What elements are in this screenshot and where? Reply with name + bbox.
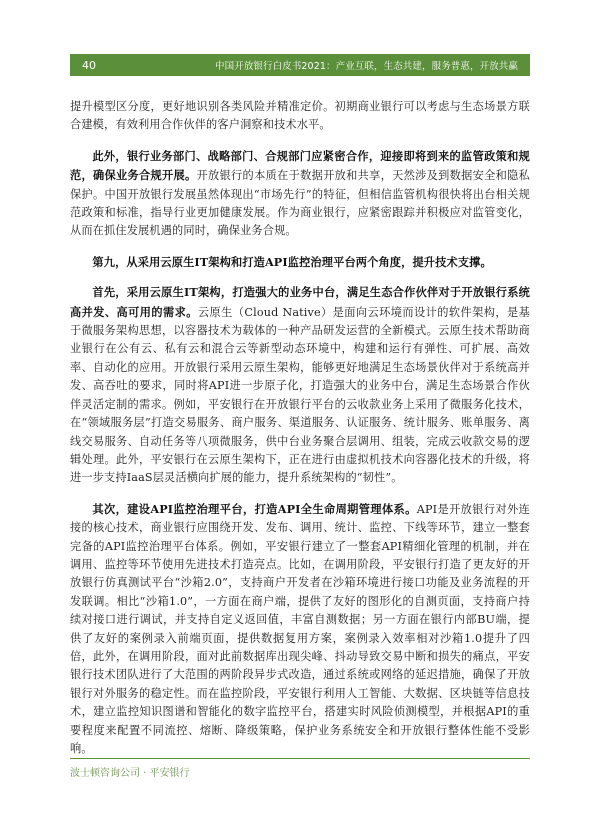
- page-number: 40: [82, 58, 96, 72]
- paragraph-4: [70, 500, 530, 759]
- page-header-bar: [70, 54, 530, 76]
- footer-credits: 波士顿咨询公司 · 平安银行: [70, 768, 190, 779]
- document-body: [70, 98, 530, 770]
- paragraph-1: 提升模型区分度，更好地识别各类风险并精准定价。初期商业银行可以考虑与生态场景方联合建模，有效利用合作伙伴的客户洞察和技术水平。: [70, 100, 530, 132]
- paragraph-3-bold-lead: 首先，采用云原生IT架构，打造强大的业务中台，满足生态合作伙伴对于开放银行系统高并发、高可用的需求。: [70, 285, 530, 319]
- paragraph-3-text: 云原生（Cloud Native）是面向云环境而设计的软件架构，是基于微服务架构思想，以容器技术为载体的一种产品研发运营的全新模式。云原生技术帮助商业银行在公有云、私有云和混合云等新型动态环境中，构建和运行有弹性、可扩展、高效率、自动化的应用。开放银行采用云原生架构，能够更好地满足生态场景伙伴对于系统高并发、高吞吐的要求，同时将API进一步原子化，打造强大的业务中台，满足生态场景合作伙伴灵活定制的需求。例如，平安银行在开放银行平台的云收款业务上采用了微服务化技术，在“领域服务层”打造交易服务、商户服务、渠道服务、认证服务、统计服务、账单服务、离线交易服务、自动任务等八项微服务，供中台业务聚合层调用、组装，完成云收款交易的逻辑处理。此外，平安银行在云原生架构下，正在进行由虚拟机技术向容器化技术的升级，将进一步支持IaaS层灵活横向扩展的能力，提升系统架构的“韧性”。: [70, 305, 531, 485]
- paragraph-4-bold-lead: 其次，建设API监控治理平台，打造API全生命周期管理体系。: [92, 501, 417, 516]
- paragraph-2: [70, 147, 530, 241]
- footer-divider: [70, 758, 530, 759]
- header-title: 中国开放银行白皮书2021：产业互联，生态共建，服务普惠，开放共赢: [215, 61, 518, 72]
- paragraph-3: [70, 283, 530, 487]
- paragraph-2-text: 开放银行的本质在于数据开放和共享，天然涉及到数据安全和隐私保护。中国开放银行发展虽然体现出“市场先行”的特征，但相信监管机构很快将出台相关规范政策和标准，指导行业更加健康发展。作为商业银行，应紧密跟踪并积极应对监管变化，从而在抓住发展机遇的同时，确保业务合规。: [70, 169, 530, 238]
- section-heading: 第九，从采用云原生IT架构和打造API监控治理平台两个角度，提升技术支撑。: [92, 254, 492, 269]
- paragraph-4-text: API是开放银行对外连接的核心技术，商业银行应围绕开发、发布、调用、统计、监控、下线等环节，建立一整套完备的API监控治理平台体系。例如，平安银行建立了一整套API精细化管理的机制，并在调用、监控等环节使用先进技术打造亮点。比如，在调用阶段，平安银行打造了更友好的开放银行仿真测试平台“沙箱2.0”，支持商户开发者在沙箱环境进行接口功能及业务流程的开发联调。相比“沙箱1.0”，一方面在商户端，提供了友好的图形化的自测页面，支持商户持续对接口进行调试，并支持自定义返回值，丰富自测数据；另一方面在银行内部BU端，提供了友好的案例录入前端页面，提供数据复用方案，案例录入效率相对沙箱1.0提升了四倍，此外，在调用阶段，面对此前数据库出现尖峰、抖动导致交易中断和损失的痛点，平安银行技术团队进行了大范围的两阶段异步式改造，通过系统或网络的延迟措施，确保了开放银行对外服务的稳定性。而在监控阶段，平安银行利用人工智能、大数据、区块链等信息技术，建立监控知识图谱和智能化的数字监控平台，搭建实时风险侦测模型，并根据API的重要程度来配置不同流控、熔断、降级策略，保护业务系统安全和开放银行整体性能不受影响。: [70, 502, 530, 755]
- paragraph-2-bold-lead: 此外，银行业务部门、战略部门、合规部门应紧密合作，迎接即将到来的监管政策和规范，确保业务合规开展。: [70, 148, 530, 183]
